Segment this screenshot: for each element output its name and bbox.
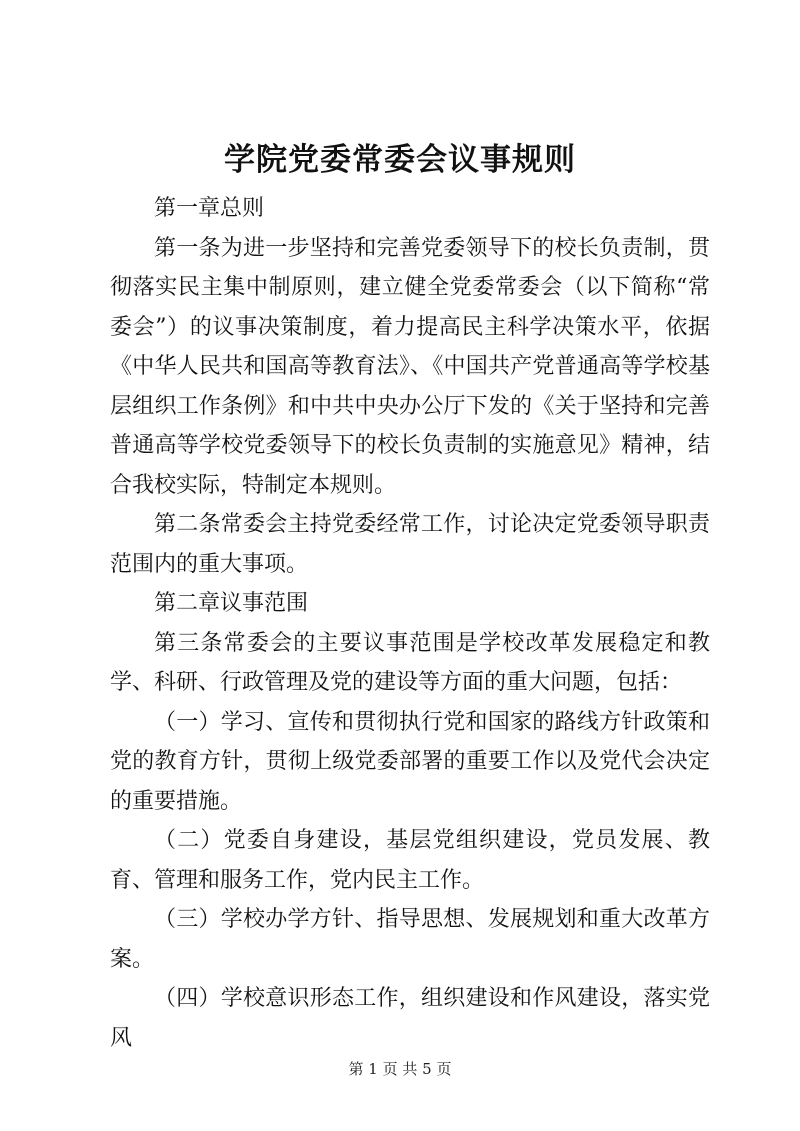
list-item: （一）学习、宣传和贯彻执行党和国家的路线方针政策和党的教育方针，贯彻上级党委部署的重要工作以及党代会决定的重要措施。 bbox=[110, 709, 710, 814]
list-item: （四）学校意识形态工作，组织建设和作风建设，落实党风 bbox=[110, 986, 710, 1051]
paragraph: 第三条常委会的主要议事范围是学校改革发展稳定和教学、科研、行政管理及党的建设等方面的重大问题，包括： bbox=[110, 630, 710, 695]
list-item: （二）党委自身建设，基层党组织建设，党员发展、教育、管理和服务工作，党内民主工作。 bbox=[110, 828, 710, 893]
paragraph: 第一条为进一步坚持和完善党委领导下的校长负责制，贯彻落实民主集中制原则，建立健全党委常委会（以下简称“常委会”）的议事决策制度，着力提高民主科学决策水平，依据《中华人民共和国高等教育法》、《中国共产党普通高等学校基层组织工作条例》和中共中央办公厅下发的《关于坚持和完善普通高等学校党委领导下的校长负责制的实施意见》精神，结合我校实际，特制定本规则。 bbox=[110, 235, 710, 498]
chapter-heading: 第一章总则 bbox=[154, 196, 265, 221]
page-footer: 第 1 页 共 5 页 bbox=[348, 1060, 452, 1078]
paragraph: 第二条常委会主持党委经常工作，讨论决定党委领导职责范围内的重大事项。 bbox=[110, 512, 710, 577]
document-body bbox=[110, 189, 710, 1058]
list-item: （三）学校办学方针、指导思想、发展规划和重大改革方案。 bbox=[110, 907, 710, 972]
chapter-heading: 第二章议事范围 bbox=[154, 591, 309, 616]
document-title: 学院党委常委会议事规则 bbox=[224, 142, 576, 178]
